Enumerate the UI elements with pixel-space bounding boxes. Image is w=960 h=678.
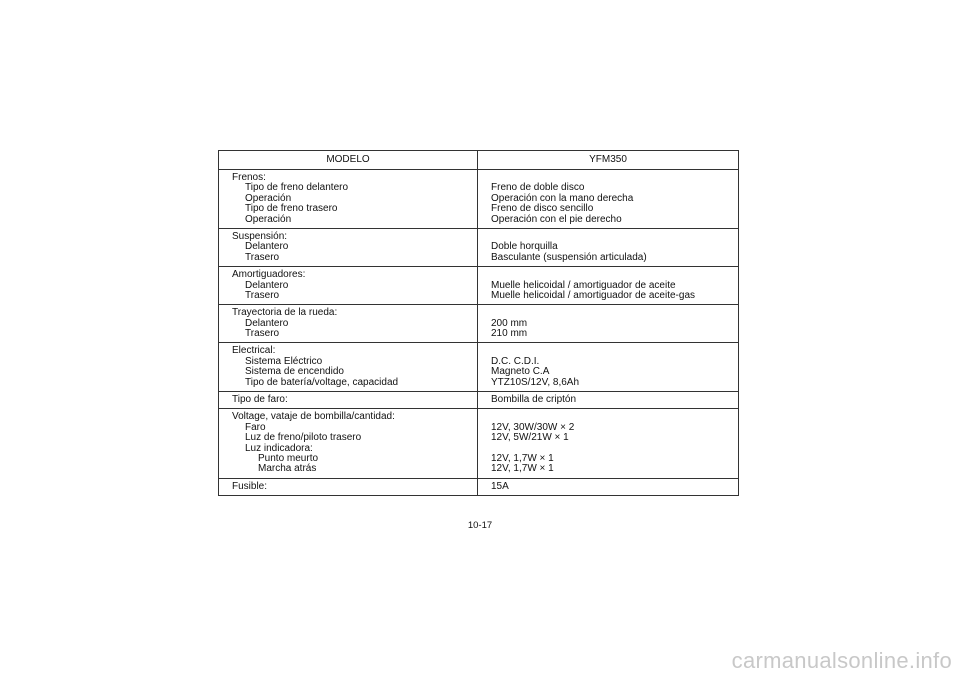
section-title: Voltage, vataje de bombilla/cantidad: <box>232 411 395 423</box>
page-number: 10-17 <box>467 520 493 531</box>
spec-label: Sistema de encendido <box>245 366 344 378</box>
spec-value: Magneto C.A <box>491 366 550 378</box>
spec-label-cell <box>219 409 478 478</box>
spec-value-cell <box>478 392 739 409</box>
spec-table <box>218 150 739 496</box>
spec-value-cell <box>478 343 739 392</box>
spec-section-row <box>219 409 739 478</box>
spec-value-cell <box>478 409 739 478</box>
section-title: Electrical: <box>232 345 276 357</box>
spec-label: Operación <box>245 213 292 225</box>
spec-label: Sistema Eléctrico <box>245 355 323 367</box>
spec-label: Punto meurto <box>258 452 319 464</box>
spec-value: Muelle helicoidal / amortiguador de aceite <box>491 279 676 291</box>
spec-section-row <box>219 305 739 343</box>
spec-label: Luz indicadora: <box>245 442 313 454</box>
spec-section-row <box>219 267 739 305</box>
section-title: Fusible: <box>232 480 268 492</box>
spec-label-cell <box>219 343 478 392</box>
spec-value: 12V, 1,7W × 1 <box>491 463 554 475</box>
spec-label: Trasero <box>245 251 280 263</box>
spec-value-cell <box>478 305 739 343</box>
spec-value: Doble horquilla <box>491 241 558 253</box>
watermark-text: carmanualsonline.info <box>731 648 952 673</box>
spec-value: Muelle helicoidal / amortiguador de aceite-gas <box>491 289 696 301</box>
model-value: YFM350 <box>478 151 739 170</box>
spec-value-cell <box>478 267 739 305</box>
spec-label-cell <box>219 305 478 343</box>
spec-label: Tipo de freno trasero <box>245 203 338 215</box>
spec-value: Operación con el pie derecho <box>491 213 622 225</box>
header-row <box>219 151 739 170</box>
spec-label: Tipo de freno delantero <box>245 182 349 194</box>
spec-value-cell <box>478 478 739 495</box>
section-title: Tipo de faro: <box>232 394 288 406</box>
spec-label-cell <box>219 267 478 305</box>
spec-label: Marcha atrás <box>258 463 317 475</box>
spec-value: 12V, 1,7W × 1 <box>491 452 554 464</box>
spec-section-row <box>219 392 739 409</box>
spec-label-cell <box>219 478 478 495</box>
spec-label: Trasero <box>245 328 280 340</box>
spec-value: Freno de doble disco <box>491 182 585 194</box>
section-value: 15A <box>491 480 509 492</box>
spec-label: Delantero <box>245 317 289 329</box>
spec-label: Tipo de batería/voltage, capacidad <box>245 376 399 388</box>
spec-section-row <box>219 343 739 392</box>
spec-value: D.C. C.D.I. <box>491 355 540 367</box>
spec-section-row <box>219 228 739 266</box>
spec-value: YTZ10S/12V, 8,6Ah <box>491 376 580 388</box>
spec-value: Freno de disco sencillo <box>491 203 594 215</box>
spec-value: 12V, 5W/21W × 1 <box>491 432 569 444</box>
spec-value: 12V, 30W/30W × 2 <box>491 421 575 433</box>
spec-value: 210 mm <box>491 328 528 340</box>
spec-value-cell <box>478 170 739 229</box>
spec-value: 200 mm <box>491 317 528 329</box>
spec-value: Operación con la mano derecha <box>491 192 634 204</box>
spec-value-cell <box>478 228 739 266</box>
spec-section-row <box>219 170 739 229</box>
spec-label-cell <box>219 170 478 229</box>
section-title: Amortiguadores: <box>232 269 306 281</box>
spec-label: Faro <box>245 421 266 433</box>
section-title: Suspensión: <box>232 230 288 242</box>
spec-label-cell <box>219 392 478 409</box>
spec-label: Luz de freno/piloto trasero <box>245 432 362 444</box>
spec-label-cell <box>219 228 478 266</box>
spec-value: Basculante (suspensión articulada) <box>491 251 647 263</box>
spec-section-row <box>219 478 739 495</box>
spec-label: Operación <box>245 192 292 204</box>
section-title: Frenos: <box>232 172 266 183</box>
section-value: Bombilla de criptón <box>491 394 577 406</box>
model-label: MODELO <box>219 151 478 170</box>
spec-label: Trasero <box>245 289 280 301</box>
spec-label: Delantero <box>245 241 289 253</box>
spec-body <box>219 170 739 496</box>
spec-label: Delantero <box>245 279 289 291</box>
section-title: Trayectoria de la rueda: <box>232 307 338 319</box>
